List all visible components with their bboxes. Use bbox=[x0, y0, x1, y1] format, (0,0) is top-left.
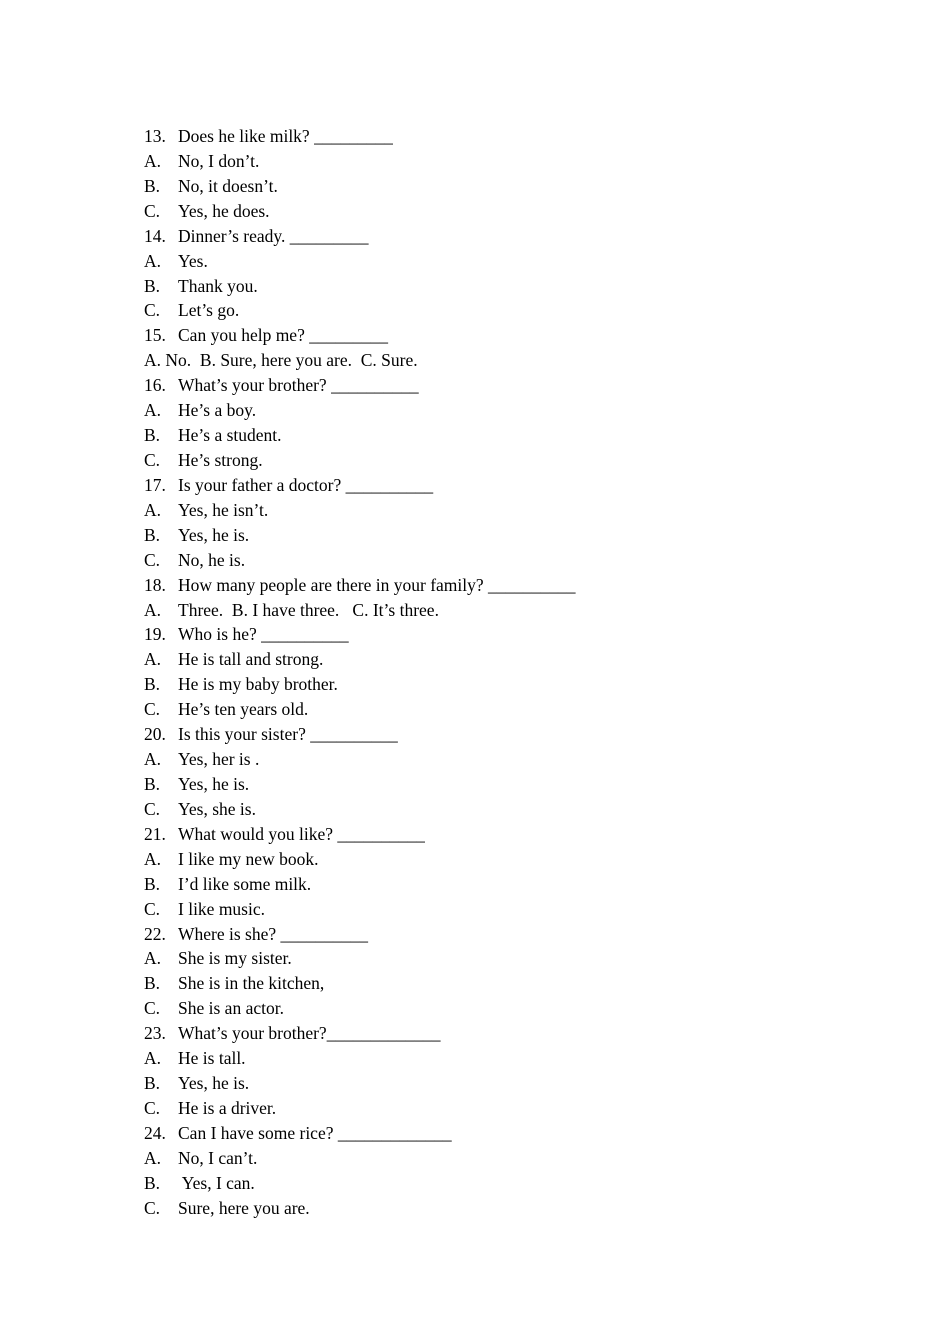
question-text: Dinner’s ready. _________ bbox=[178, 225, 369, 246]
option-letter: A. bbox=[144, 250, 162, 271]
option-letter: B. bbox=[144, 773, 161, 794]
option-letter: B. bbox=[144, 425, 161, 446]
question-line bbox=[144, 224, 844, 249]
question-text: What’s your brother? __________ bbox=[178, 375, 419, 396]
option-text: He’s a boy. bbox=[178, 400, 257, 421]
option-letter: C. bbox=[144, 1197, 161, 1218]
question-text: How many people are there in your family? __________ bbox=[178, 574, 576, 595]
question-number: 20. bbox=[144, 724, 166, 745]
option-text: Yes, her is . bbox=[178, 749, 260, 770]
question-number: 19. bbox=[144, 624, 166, 645]
option-letter: C. bbox=[144, 549, 161, 570]
option-line bbox=[144, 772, 844, 797]
option-text: He is a driver. bbox=[178, 1097, 277, 1118]
option-line bbox=[144, 398, 844, 423]
question-line bbox=[144, 622, 844, 647]
option-text: No, he is. bbox=[178, 549, 246, 570]
question-line bbox=[144, 573, 844, 598]
option-text: Yes, he isn’t. bbox=[178, 499, 269, 520]
option-letter: A. bbox=[144, 848, 162, 869]
option-line bbox=[144, 747, 844, 772]
question-number: 22. bbox=[144, 923, 166, 944]
option-text: He is tall and strong. bbox=[178, 649, 324, 670]
option-line bbox=[144, 946, 844, 971]
option-text: No, it doesn’t. bbox=[178, 175, 278, 196]
question-number: 21. bbox=[144, 823, 166, 844]
option-letter: C. bbox=[144, 449, 161, 470]
question-text: Who is he? __________ bbox=[178, 624, 349, 645]
option-text: She is an actor. bbox=[178, 998, 284, 1019]
option-letter: C. bbox=[144, 998, 161, 1019]
option-letter: C. bbox=[144, 798, 161, 819]
option-letter: A. bbox=[144, 649, 162, 670]
option-text: She is my sister. bbox=[178, 948, 292, 969]
option-text: I’d like some milk. bbox=[178, 873, 312, 894]
option-letter: A. bbox=[144, 948, 162, 969]
option-line bbox=[144, 797, 844, 822]
option-letter: A. bbox=[144, 400, 162, 421]
option-text: Yes, he does. bbox=[178, 200, 270, 221]
option-letter: B. bbox=[144, 1172, 161, 1193]
option-line bbox=[144, 298, 844, 323]
question-text: Does he like milk? _________ bbox=[178, 126, 393, 146]
option-text: Yes, I can. bbox=[178, 1172, 255, 1193]
question-line bbox=[144, 323, 844, 348]
question-number: 13. bbox=[144, 126, 166, 146]
option-line bbox=[144, 1146, 844, 1171]
option-line bbox=[144, 996, 844, 1021]
option-line bbox=[144, 897, 844, 922]
option-line bbox=[144, 1046, 844, 1071]
option-letter: C. bbox=[144, 898, 161, 919]
option-letter: B. bbox=[144, 973, 161, 994]
option-text: Sure, here you are. bbox=[178, 1197, 310, 1218]
question-line bbox=[144, 1021, 844, 1046]
option-letter: A. bbox=[144, 599, 162, 620]
option-letter: B. bbox=[144, 524, 161, 545]
option-line bbox=[144, 498, 844, 523]
option-text: He is tall. bbox=[178, 1048, 246, 1069]
option-line bbox=[144, 149, 844, 174]
option-text: Three. B. I have three. C. It’s three. bbox=[178, 599, 439, 620]
question-number: 15. bbox=[144, 325, 166, 346]
question-list bbox=[144, 124, 844, 1221]
option-text: She is in the kitchen, bbox=[178, 973, 325, 994]
option-text: Yes, he is. bbox=[178, 1073, 250, 1094]
option-letter: A. bbox=[144, 1147, 162, 1168]
option-letter: A. bbox=[144, 150, 162, 171]
option-letter: B. bbox=[144, 1073, 161, 1094]
option-text: Thank you. bbox=[178, 275, 258, 296]
option-text: He’s strong. bbox=[178, 449, 263, 470]
option-letter: A. bbox=[144, 749, 162, 770]
question-line bbox=[144, 822, 844, 847]
option-text: I like music. bbox=[178, 898, 265, 919]
option-text: Yes, he is. bbox=[178, 773, 250, 794]
option-letter: B. bbox=[144, 873, 161, 894]
question-number: 23. bbox=[144, 1023, 166, 1044]
question-number: 24. bbox=[144, 1122, 166, 1143]
option-letter: B. bbox=[144, 674, 161, 695]
option-text: No, I can’t. bbox=[178, 1147, 258, 1168]
option-letter: B. bbox=[144, 275, 161, 296]
option-line bbox=[144, 1171, 844, 1196]
option-line bbox=[144, 872, 844, 897]
question-text: What would you like? __________ bbox=[178, 823, 425, 844]
option-letter: B. bbox=[144, 175, 161, 196]
option-text: Yes, she is. bbox=[178, 798, 256, 819]
option-line bbox=[144, 1096, 844, 1121]
option-text: No, I don’t. bbox=[178, 150, 260, 171]
question-line bbox=[144, 1121, 844, 1146]
question-text: Is this your sister? __________ bbox=[178, 724, 398, 745]
question-line bbox=[144, 922, 844, 947]
option-line bbox=[144, 348, 844, 373]
option-line bbox=[144, 697, 844, 722]
question-text: Where is she? __________ bbox=[178, 923, 369, 944]
option-text: He is my baby brother. bbox=[178, 674, 338, 695]
question-text: Can I have some rice? _____________ bbox=[178, 1122, 452, 1143]
option-text: He’s a student. bbox=[178, 425, 282, 446]
question-text: Can you help me? _________ bbox=[178, 325, 388, 346]
question-line bbox=[144, 124, 844, 149]
option-text: Yes. bbox=[178, 250, 208, 271]
option-line bbox=[144, 847, 844, 872]
option-line bbox=[144, 672, 844, 697]
question-text: Is your father a doctor? __________ bbox=[178, 474, 434, 495]
option-text: He’s ten years old. bbox=[178, 699, 309, 720]
option-letter: C. bbox=[144, 1097, 161, 1118]
option-line bbox=[144, 523, 844, 548]
question-number: 18. bbox=[144, 574, 166, 595]
option-letter: A. bbox=[144, 499, 162, 520]
option-line bbox=[144, 448, 844, 473]
option-text: Let’s go. bbox=[178, 300, 240, 321]
option-letter: C. bbox=[144, 300, 161, 321]
option-line bbox=[144, 199, 844, 224]
option-line bbox=[144, 548, 844, 573]
question-line bbox=[144, 373, 844, 398]
option-line bbox=[144, 274, 844, 299]
option-text: I like my new book. bbox=[178, 848, 319, 869]
option-line bbox=[144, 598, 844, 623]
option-text: A. No. B. Sure, here you are. C. Sure. bbox=[144, 350, 418, 371]
option-line bbox=[144, 249, 844, 274]
option-line bbox=[144, 423, 844, 448]
option-text: Yes, he is. bbox=[178, 524, 250, 545]
question-line bbox=[144, 473, 844, 498]
option-letter: C. bbox=[144, 200, 161, 221]
question-line bbox=[144, 722, 844, 747]
question-number: 16. bbox=[144, 375, 166, 396]
question-text: What’s your brother?_____________ bbox=[178, 1023, 441, 1044]
option-letter: C. bbox=[144, 699, 161, 720]
option-line bbox=[144, 1071, 844, 1096]
question-number: 14. bbox=[144, 225, 166, 246]
option-line bbox=[144, 647, 844, 672]
option-line bbox=[144, 971, 844, 996]
option-line bbox=[144, 1196, 844, 1221]
question-number: 17. bbox=[144, 474, 166, 495]
option-letter: A. bbox=[144, 1048, 162, 1069]
option-line bbox=[144, 174, 844, 199]
